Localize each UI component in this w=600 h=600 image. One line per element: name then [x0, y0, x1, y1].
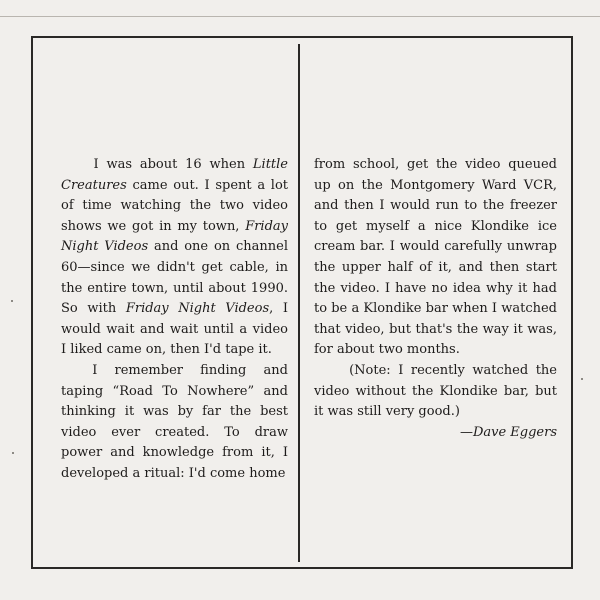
- paragraph-1: [61, 155, 288, 361]
- paper-speck: [11, 300, 13, 302]
- column-divider: [298, 44, 300, 562]
- text-run: , I would wait and wait until a video I liked came on, then I'd tape it.: [61, 301, 288, 358]
- top-edge-rule: [0, 16, 600, 17]
- left-column: [61, 155, 288, 485]
- note-paragraph: (Note: I recently watched the video without the Klondike bar, but it was still very good.): [314, 362, 557, 420]
- paragraph-2: I remember finding and taping “Road To Nowhere” and thinking it was by far the best video ever created. To draw power and knowledge from it, I developed a ritual: I'd come home: [61, 362, 288, 481]
- album-title: Little Creatures: [61, 157, 288, 193]
- show-title: Friday Night Videos: [61, 218, 288, 255]
- right-column: [314, 155, 557, 443]
- text-run: came out. I spent a lot of time watching the two video shows we got in my town,: [61, 177, 288, 234]
- paper-speck: [12, 452, 14, 454]
- paragraph-2-continued: from school, get the video queued up on the Montgomery Ward VCR, and then I would run to the freezer to get myself a nice Klondike ice cream bar. I would carefully unwrap the upper half of it, and then start the video. I have no idea why it had to be a Klondike bar when I watched that video, but that's the way it was, for about two months.: [314, 157, 557, 358]
- text-run: I was about 16 when: [93, 157, 253, 172]
- text-run: and one on channel 60—since we didn't get cable, in the entire town, until about 1990. So with: [61, 239, 288, 317]
- show-title: Friday Night Videos: [125, 301, 270, 317]
- author-signature: —Dave Eggers: [459, 424, 557, 440]
- paper-speck: [581, 378, 583, 380]
